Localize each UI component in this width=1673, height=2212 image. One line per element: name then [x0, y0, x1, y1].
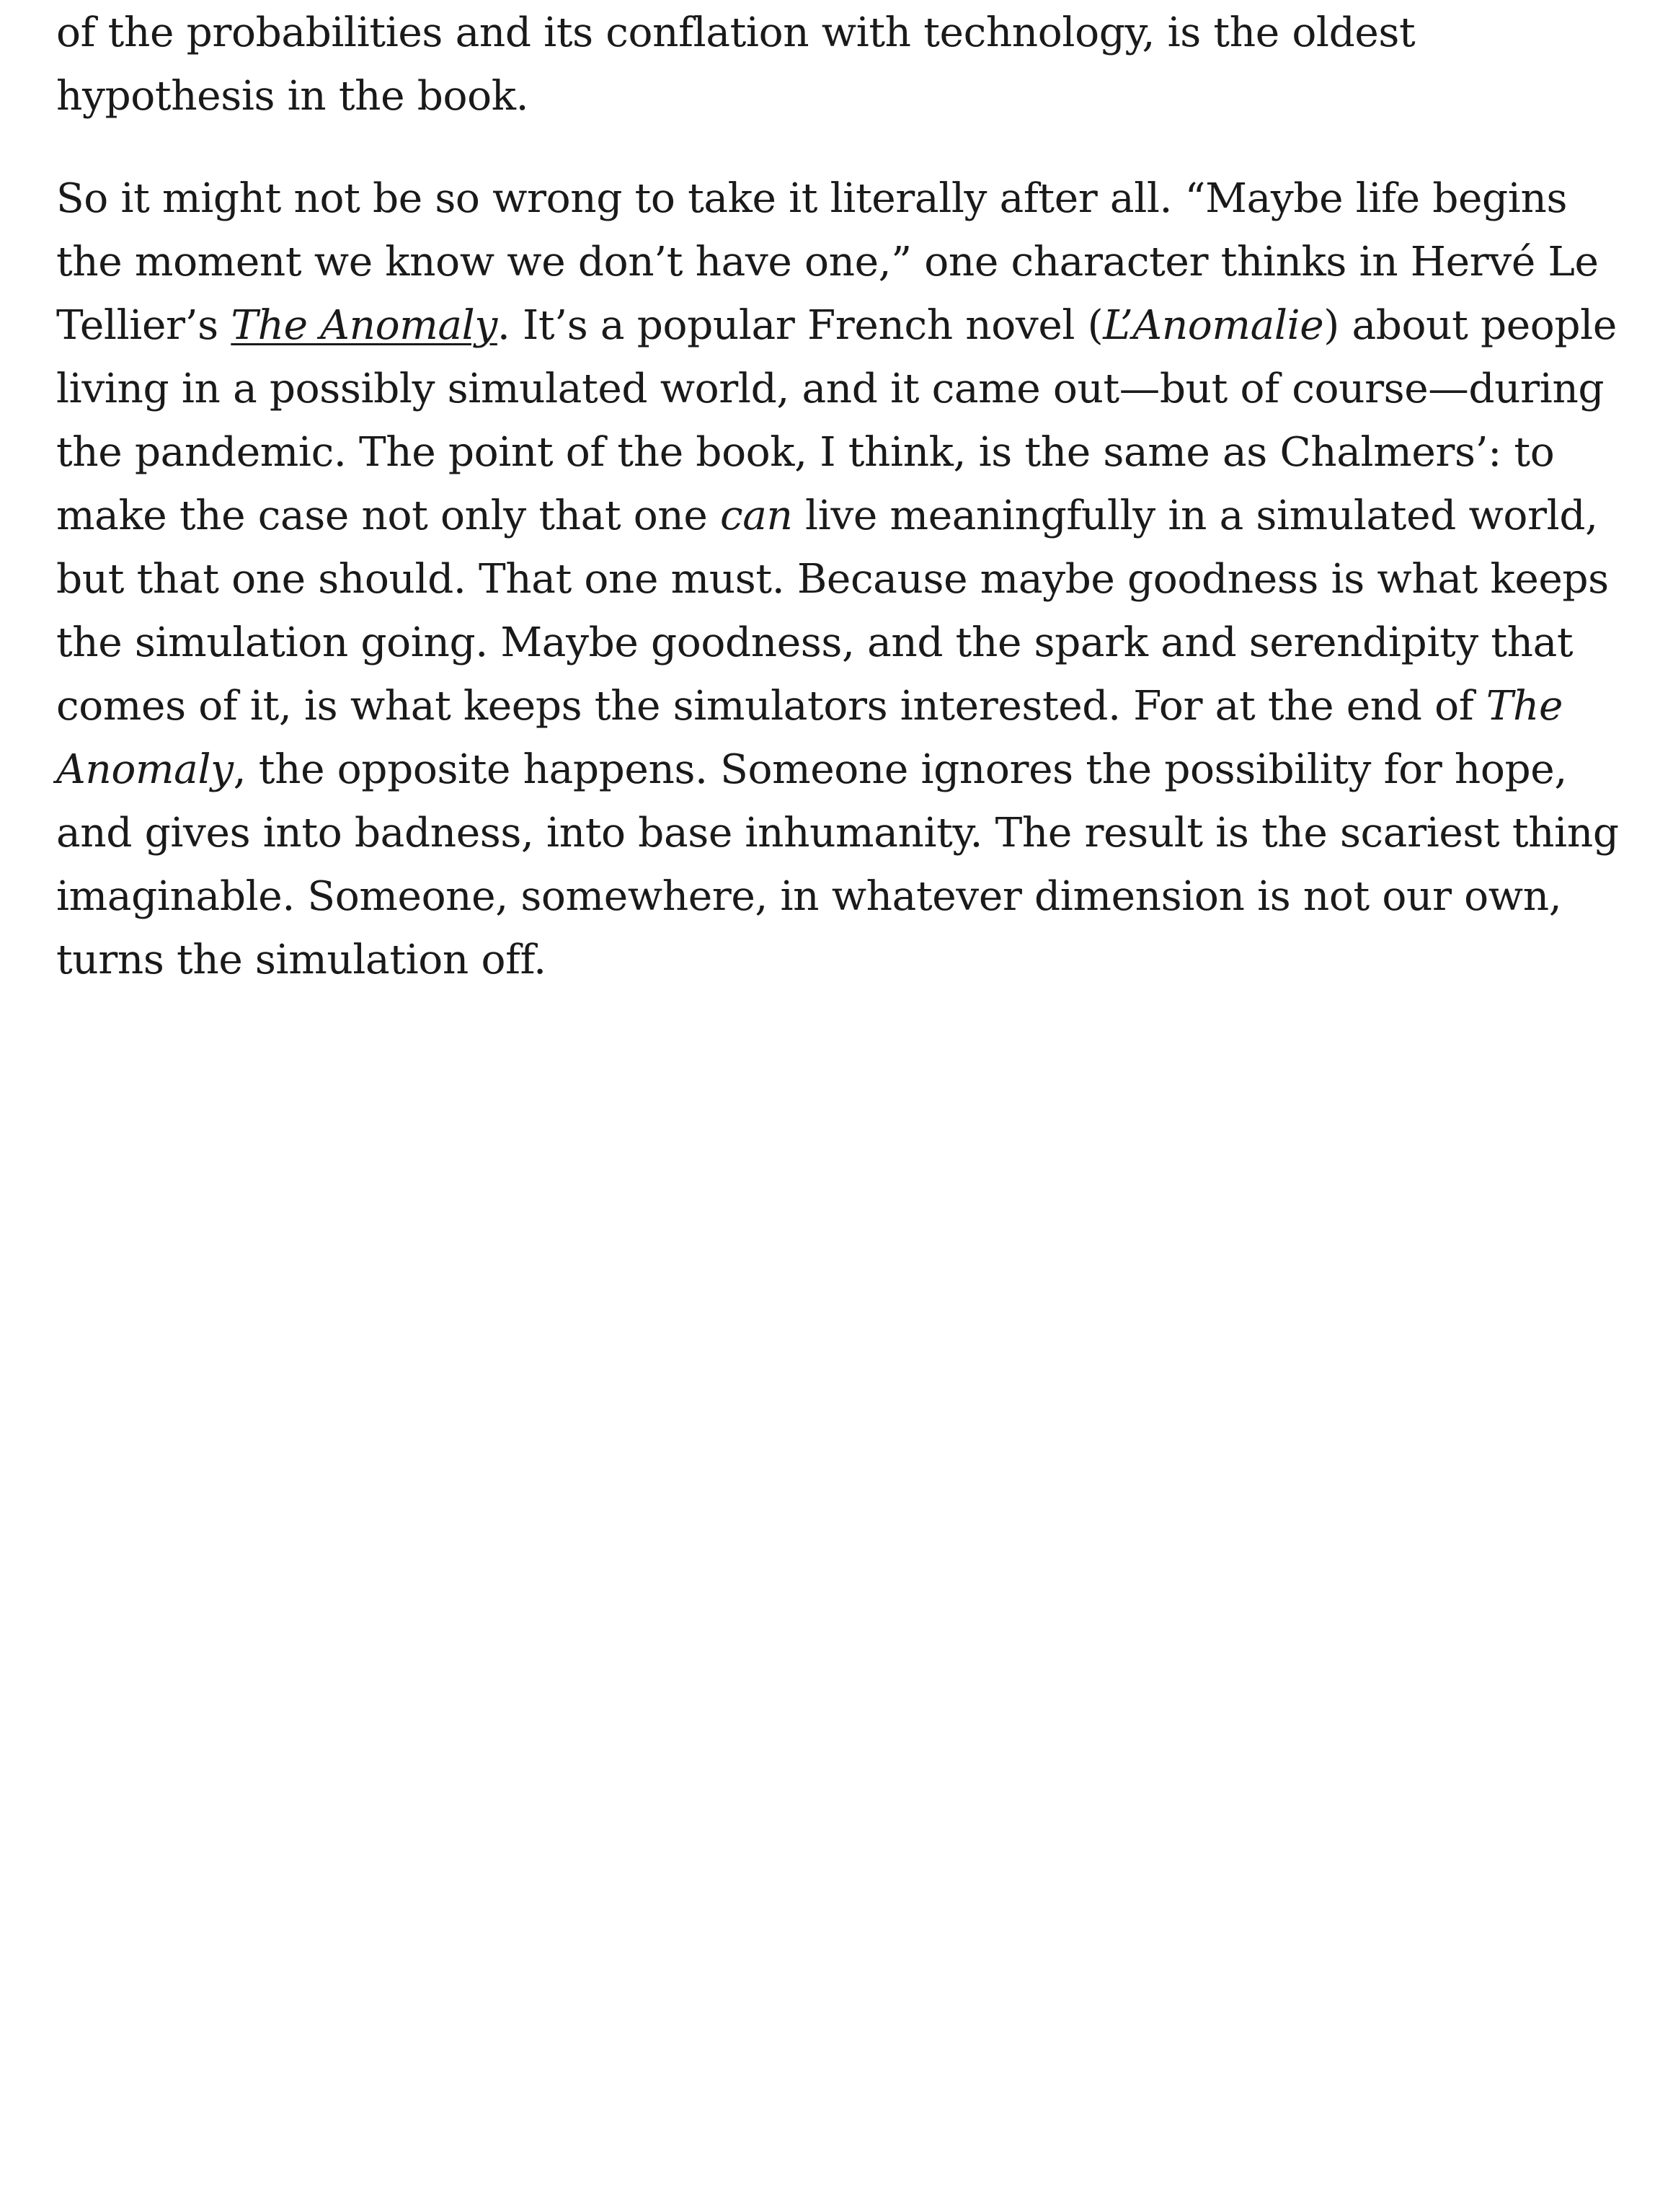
- paragraph-2-text-3: ) about people living in a possibly simulated world, and it came out—but of course—during the pandemic. The point of the book, I think, is the same as Chalmers’: to make the case not only that one: [56, 302, 1617, 539]
- article-body: [56, 0, 1631, 992]
- paragraph-2-text-4: live meaningfully in a simulated world, but that one should. That one must. Because maybe goodness is what keeps the simulation going. Maybe goodness, and the spark and serendipity that comes of it, is what keeps the simulators interested. For at the end of: [56, 492, 1609, 730]
- french-title: L’Anomalie: [1103, 302, 1324, 349]
- book-title-italic: The Anomaly: [56, 683, 1563, 793]
- emphasis-can: can: [719, 492, 793, 539]
- paragraph-2: [56, 167, 1631, 992]
- the-anomaly-link[interactable]: The Anomaly: [231, 302, 497, 349]
- paragraph-2-text-2: . It’s a popular French novel (: [497, 302, 1104, 349]
- paragraph-2-text-1: So it might not be so wrong to take it literally after all. “Maybe life begins the moment we know we don’t have one,” one character thinks in Hervé Le Tellier’s: [56, 175, 1599, 349]
- paragraph-2-text-5: , the opposite happens. Someone ignores the possibility for hope, and gives into badness, into base inhumanity. The result is the scariest thing imaginable. Someone, somewhere, in whatever dimension is not our own, turns the simulation off.: [56, 746, 1619, 983]
- paragraph-1-text: of the probabilities and its conflation with technology, is the oldest hypothesis in the book.: [56, 9, 1416, 120]
- paragraph-1: [56, 1, 1631, 128]
